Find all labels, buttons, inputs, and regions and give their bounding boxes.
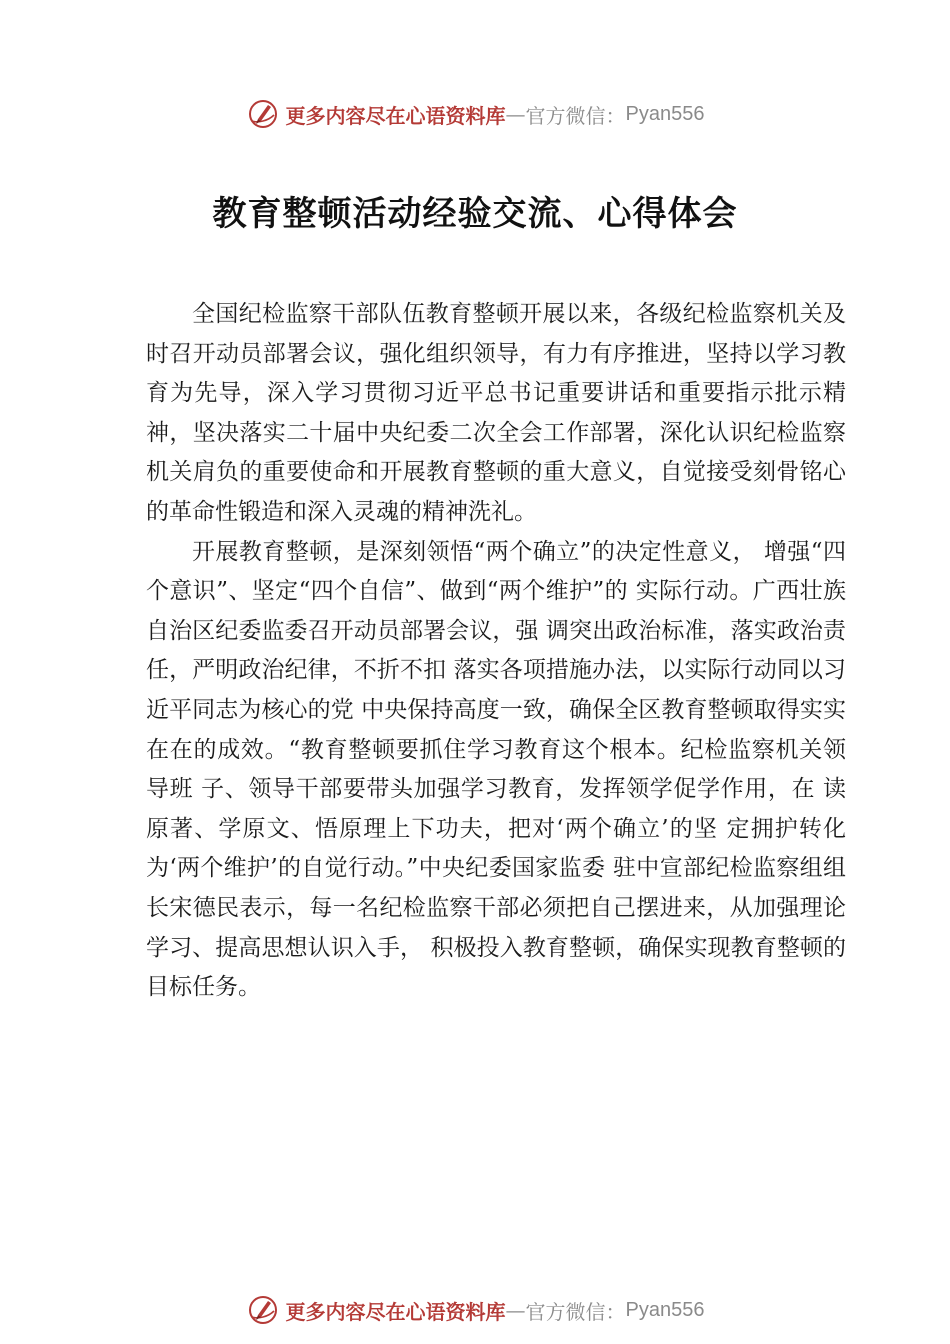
header-banner-wechat-id: Pyan556 xyxy=(625,102,705,125)
header-banner xyxy=(0,94,950,134)
footer-banner-wechat-id: Pyan556 xyxy=(625,1298,705,1321)
footer-banner-library-text: 更多内容尽在心语资料库 xyxy=(285,1299,506,1324)
body-paragraph: 开展教育整顿，是深刻领悟“两个确立”的决定性意义， 增强“四个意识”、坚定“四个自信”、做到“两个维护”的 实际行动。广西壮族自治区纪委监委召开动员部署会议，强 调突出政治标准，落实政治责任，严明政治纪律，不折不扣 落实各项措施办法，以实际行动同以习近平同志为核心的党 中央保持高度一致，确保全区教育整顿取得实实在在的成效。“教育整顿要抓住学习教育这个根本。纪检监察机关领导班 子、领导干部要带头加强学习教育，发挥领学促学作用，在 读原著、学原文、悟原理上下功夫，把对‘两个确立’的坚 定拥护转化为‘两个维护’的自觉行动。”中央纪委国家监委 驻中宣部纪检监察组组长宋德民表示，每一名纪检监察干部必须把自己摆进来，从加强理论学习、提高思想认识入手， 积极投入教育整顿，确保实现教育整顿的目标任务。 xyxy=(146,538,846,1001)
document-body xyxy=(146,295,846,1008)
header-banner-dash: — xyxy=(505,102,526,126)
document-title: 教育整顿活动经验交流、心得体会 xyxy=(212,194,738,234)
footer-banner-wechat-label: 官方微信： xyxy=(525,1299,626,1324)
header-banner-library-text: 更多内容尽在心语资料库 xyxy=(285,103,506,128)
pen-nib-logo-icon xyxy=(246,97,280,131)
body-paragraph: 全国纪检监察干部队伍教育整顿开展以来，各级纪检监察机关及时召开动员部署会议，强化组织领导，有力有序推进，坚持以学习教育为先导，深入学习贯彻习近平总书记重要讲话和重要指示批示精神，坚决落实二十届中央纪委二次全会工作部署，深化认识纪检监察机关肩负的重要使命和开展教育整顿的重大意义，自觉接受刻骨铭心的革命性锻造和深入灵魂的精神洗礼。 xyxy=(146,301,846,525)
footer-banner-dash: — xyxy=(505,1298,526,1322)
footer-banner xyxy=(0,1290,950,1330)
header-banner-wechat-label: 官方微信： xyxy=(525,103,626,128)
pen-nib-logo-icon xyxy=(246,1293,280,1327)
